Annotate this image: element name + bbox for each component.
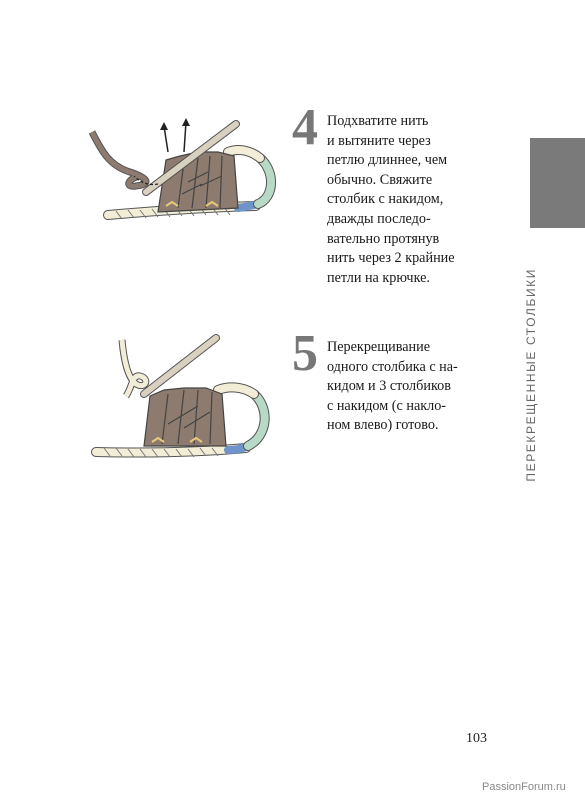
page-number: 103 bbox=[466, 731, 487, 746]
step-4-text: Подхватите нить и вытяните через петлю длиннее, чем обычно. Свяжите столбик с накидом, дважды последо- вательно протянув нить через 2 крайние петли на крючке. bbox=[327, 113, 455, 286]
chapter-tab bbox=[530, 138, 585, 228]
step-4-illustration bbox=[88, 112, 288, 227]
step-4-number: 4 bbox=[292, 99, 318, 156]
step-5-text: Перекрещивание одного столбика с на- кидом и 3 столбиков с накидом (с накло- ном влево) готово. bbox=[327, 339, 458, 434]
crochet-hook bbox=[144, 338, 216, 394]
stitches bbox=[158, 152, 238, 212]
step-5-number: 5 bbox=[292, 325, 318, 382]
foundation-chain bbox=[96, 446, 248, 457]
chapter-side-label bbox=[521, 268, 541, 482]
step-5-illustration bbox=[88, 332, 288, 472]
stitches bbox=[144, 388, 226, 446]
watermark: PassionForum.ru bbox=[482, 781, 566, 793]
working-yarn bbox=[122, 340, 146, 396]
chapter-side-label-text: ПЕРЕКРЕЩЕННЫЕ СТОЛБИКИ bbox=[524, 268, 538, 482]
working-yarn bbox=[92, 132, 146, 186]
